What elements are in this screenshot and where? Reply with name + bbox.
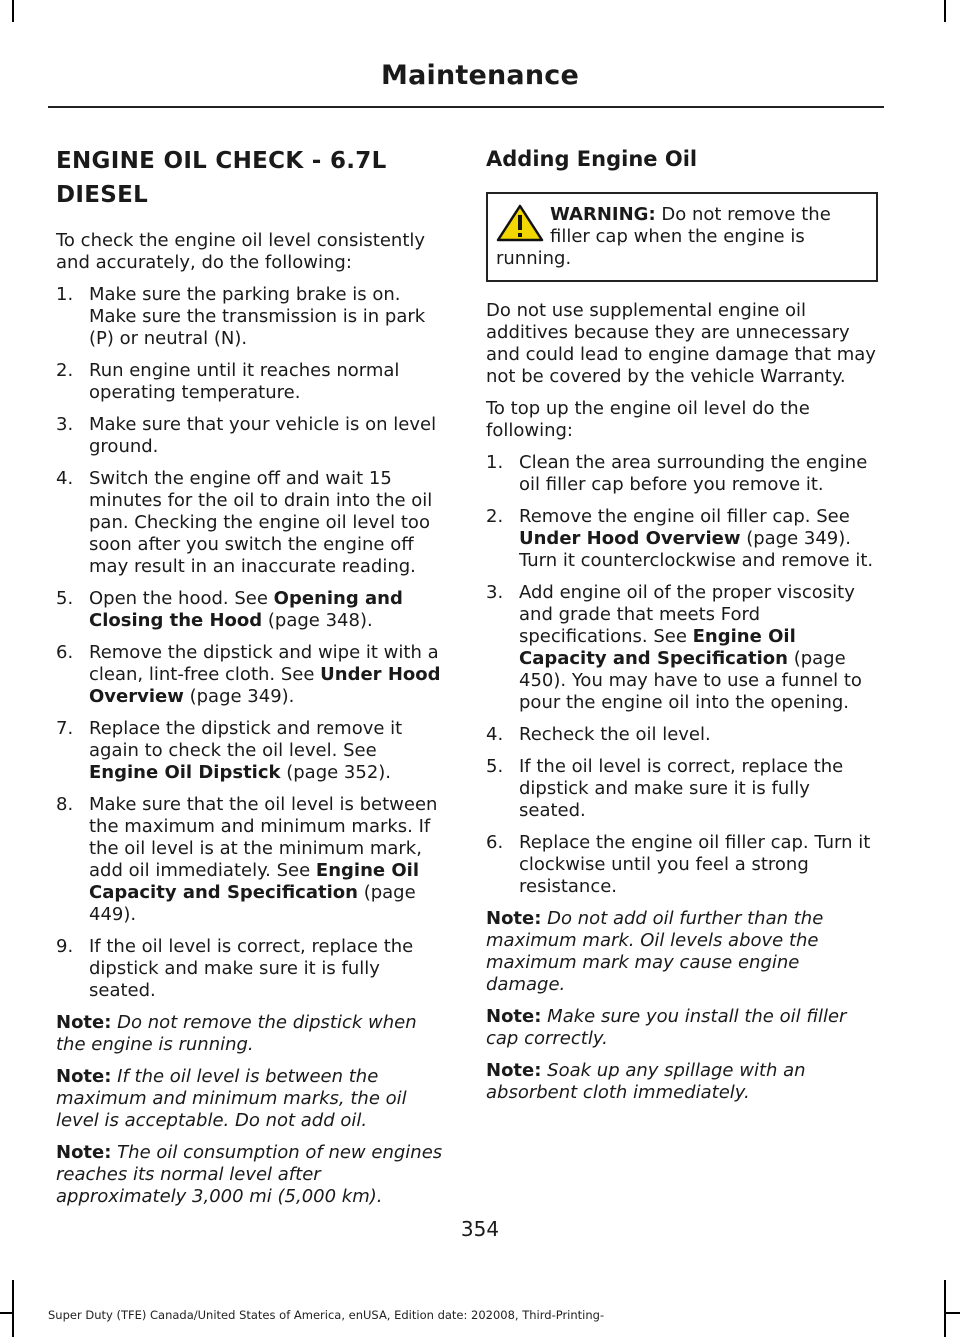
page-header-title: Maintenance bbox=[381, 60, 579, 91]
step-number: 3. bbox=[486, 582, 504, 603]
list-item bbox=[56, 414, 448, 458]
note-label: Note: bbox=[486, 1060, 542, 1081]
list-item bbox=[56, 468, 448, 578]
crop-mark bbox=[12, 1280, 14, 1337]
note-label: Note: bbox=[56, 1142, 112, 1163]
page-reference: (page 352). bbox=[280, 762, 392, 783]
step-text: Run engine until it reaches normal operating temperature. bbox=[89, 360, 400, 403]
note-text: The oil consumption of new engines reaches its normal level after approximately 3,000 mi (5,000 km). bbox=[56, 1142, 443, 1207]
page-number: 354 bbox=[460, 1217, 500, 1241]
note-label: Note: bbox=[56, 1012, 112, 1033]
additives-paragraph: Do not use supplemental engine oil additives because they are unnecessary and could lead to engine damage that may not be covered by the vehicle Warranty. bbox=[486, 300, 876, 387]
list-item bbox=[56, 588, 448, 632]
header-divider bbox=[48, 106, 884, 108]
crop-mark bbox=[12, 0, 14, 22]
step-number: 2. bbox=[56, 360, 74, 381]
note-text: Make sure you install the oil filler cap correctly. bbox=[486, 1006, 847, 1049]
section-heading: ENGINE OIL CHECK - 6.7L DIESEL bbox=[56, 148, 387, 208]
step-text: Make sure the parking brake is on. Make sure the transmission is in park (P) or neutral (N). bbox=[89, 284, 426, 349]
step-number: 6. bbox=[56, 642, 74, 663]
page-reference: (page 450). You may have to use a funnel to pour the engine oil into the opening. bbox=[519, 648, 862, 713]
list-item bbox=[486, 756, 878, 822]
warning-triangle-icon bbox=[496, 204, 544, 242]
step-number: 2. bbox=[486, 506, 504, 527]
note-text: Do not remove the dipstick when the engine is running. bbox=[56, 1012, 417, 1055]
step-number: 5. bbox=[56, 588, 74, 609]
footer-edition-info: Super Duty (TFE) Canada/United States of America, enUSA, Edition date: 202008, Third-Printing- bbox=[48, 1308, 605, 1322]
step-text: Replace the dipstick and remove it again to check the oil level. See bbox=[89, 718, 403, 761]
step-text: Clean the area surrounding the engine oil filler cap before you remove it. bbox=[519, 452, 868, 495]
step-text: Switch the engine off and wait 15 minutes for the oil to drain into the oil pan. Checking the engine oil level too soon after you switch the engine off may result in an inaccurate reading. bbox=[89, 468, 433, 577]
step-text: Remove the engine oil filler cap. See bbox=[519, 506, 850, 527]
step-text: If the oil level is correct, replace the dipstick and make sure it is fully seated. bbox=[89, 936, 414, 1001]
list-item bbox=[56, 360, 448, 404]
warning-text: Do not remove the filler cap when the engine is running. bbox=[496, 204, 831, 269]
step-number: 1. bbox=[56, 284, 74, 305]
note-paragraph bbox=[486, 908, 878, 996]
note-paragraph bbox=[486, 1006, 878, 1050]
step-number: 7. bbox=[56, 718, 74, 739]
list-item bbox=[486, 452, 878, 496]
list-item bbox=[56, 284, 448, 350]
step-text: Open the hood. See bbox=[89, 588, 274, 609]
right-column bbox=[486, 144, 878, 1114]
note-text: Do not add oil further than the maximum mark. Oil levels above the maximum mark may cause engine damage. bbox=[486, 908, 824, 995]
crop-mark bbox=[944, 1312, 960, 1314]
step-number: 4. bbox=[486, 724, 504, 745]
warning-label: WARNING: bbox=[550, 204, 656, 225]
list-item bbox=[56, 718, 448, 784]
step-number: 4. bbox=[56, 468, 74, 489]
check-steps-list bbox=[56, 284, 448, 1002]
step-number: 9. bbox=[56, 936, 74, 957]
list-item bbox=[56, 642, 448, 708]
list-item bbox=[486, 582, 878, 714]
step-text: Recheck the oil level. bbox=[519, 724, 711, 745]
cross-reference-link[interactable]: Engine Oil Dipstick bbox=[89, 762, 281, 783]
note-text: Soak up any spillage with an absorbent cloth immediately. bbox=[486, 1060, 806, 1103]
cross-reference-link[interactable]: Under Hood Overview bbox=[89, 664, 441, 707]
step-number: 6. bbox=[486, 832, 504, 853]
crop-mark bbox=[0, 1312, 14, 1314]
crop-mark bbox=[944, 0, 946, 22]
note-text: If the oil level is between the maximum and minimum marks, the oil level is acceptable. Do not add oil. bbox=[56, 1066, 407, 1131]
warning-box bbox=[486, 192, 878, 282]
cross-reference-link[interactable]: Engine Oil Capacity and Specification bbox=[89, 860, 420, 903]
page-reference: (page 349). Turn it counterclockwise and remove it. bbox=[519, 528, 874, 571]
note-label: Note: bbox=[486, 908, 542, 929]
cross-reference-link[interactable]: Under Hood Overview bbox=[519, 528, 741, 549]
note-label: Note: bbox=[56, 1066, 112, 1087]
note-label: Note: bbox=[486, 1006, 542, 1027]
step-number: 5. bbox=[486, 756, 504, 777]
step-number: 3. bbox=[56, 414, 74, 435]
page-reference: (page 348). bbox=[262, 610, 373, 631]
step-text: Add engine oil of the proper viscosity and grade that meets Ford specifications. See bbox=[519, 582, 855, 647]
intro-paragraph: To check the engine oil level consistently and accurately, do the following: bbox=[56, 230, 426, 273]
list-item bbox=[486, 832, 878, 898]
list-item bbox=[56, 936, 448, 1002]
left-column bbox=[56, 144, 448, 1218]
list-item bbox=[56, 794, 448, 926]
step-number: 8. bbox=[56, 794, 74, 815]
step-text: Make sure that your vehicle is on level ground. bbox=[89, 414, 437, 457]
subsection-heading: Adding Engine Oil bbox=[486, 147, 698, 171]
note-paragraph bbox=[486, 1060, 878, 1104]
step-text: Make sure that the oil level is between the maximum and minimum marks. If the oil level is at the minimum mark, add oil immediately. See bbox=[89, 794, 438, 881]
note-paragraph bbox=[56, 1012, 448, 1056]
cross-reference-link[interactable]: Opening and Closing the Hood bbox=[89, 588, 403, 631]
crop-mark bbox=[944, 1280, 946, 1337]
page-reference: (page 449). bbox=[89, 882, 416, 925]
list-item bbox=[486, 506, 878, 572]
top-up-intro: To top up the engine oil level do the following: bbox=[486, 398, 810, 441]
add-oil-steps-list bbox=[486, 452, 878, 898]
note-paragraph bbox=[56, 1066, 448, 1132]
cross-reference-link[interactable]: Engine Oil Capacity and Specification bbox=[519, 626, 796, 669]
page-reference: (page 349). bbox=[183, 686, 295, 707]
step-text: If the oil level is correct, replace the dipstick and make sure it is fully seated. bbox=[519, 756, 844, 821]
step-number: 1. bbox=[486, 452, 504, 473]
step-text: Remove the dipstick and wipe it with a clean, lint-free cloth. See bbox=[89, 642, 439, 685]
note-paragraph bbox=[56, 1142, 448, 1208]
step-text: Replace the engine oil filler cap. Turn it clockwise until you feel a strong resistance. bbox=[519, 832, 871, 897]
list-item bbox=[486, 724, 878, 746]
